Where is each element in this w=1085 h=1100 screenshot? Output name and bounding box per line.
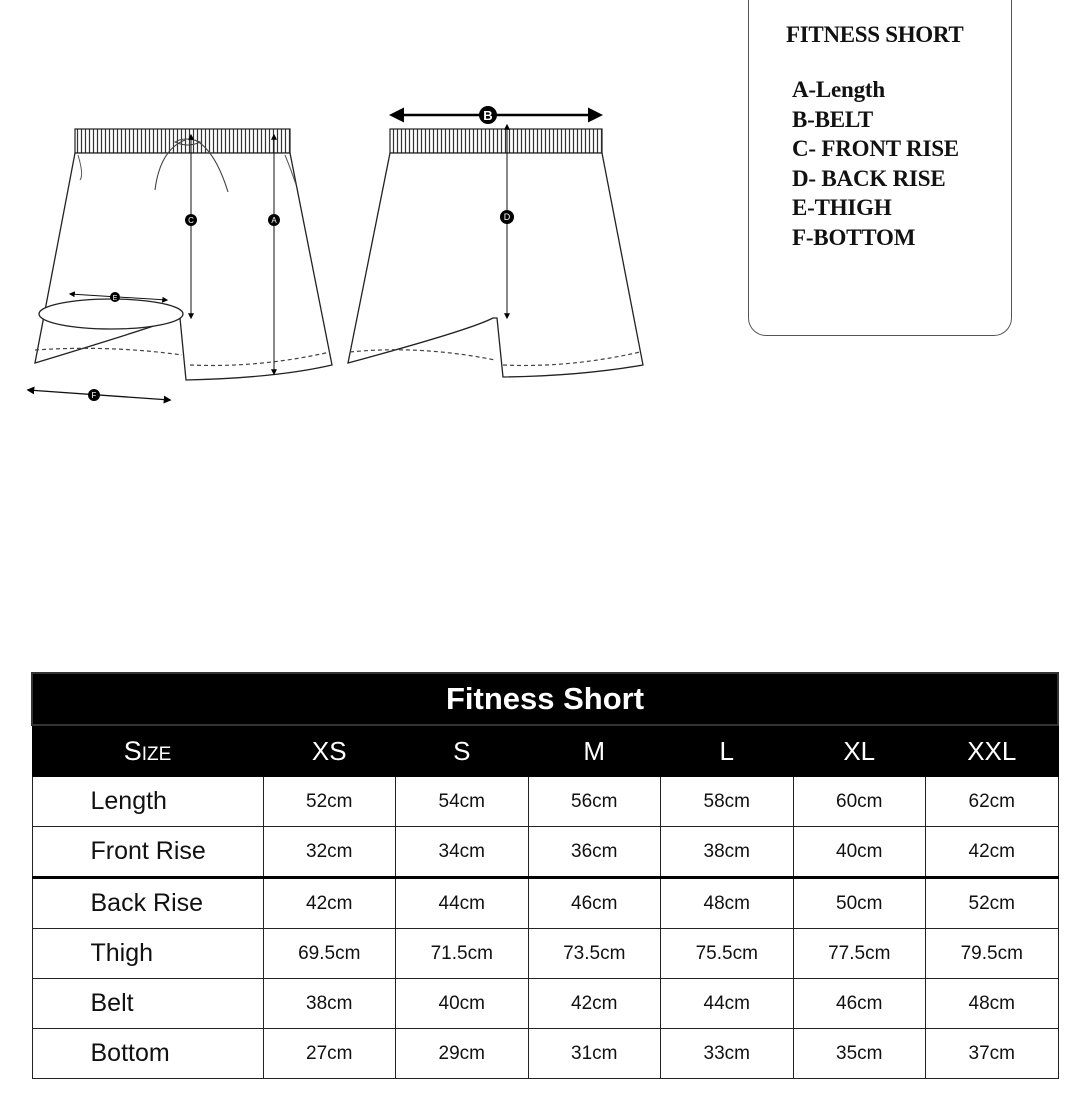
- table-cell: 69.5cm: [263, 929, 396, 979]
- table-cell: 44cm: [661, 979, 794, 1029]
- legend-item: D- BACK RISE: [792, 165, 946, 191]
- marker-b: [479, 106, 497, 124]
- table-row: [32, 1029, 1058, 1079]
- row-label: Bottom: [32, 1029, 263, 1079]
- table-cell: 36cm: [528, 827, 661, 878]
- table-cell: 31cm: [528, 1029, 661, 1079]
- table-cell: 35cm: [793, 1029, 926, 1079]
- table-cell: 40cm: [396, 979, 529, 1029]
- table-cell: 34cm: [396, 827, 529, 878]
- legend-title: FITNESS SHORT: [786, 22, 964, 47]
- table-cell: 77.5cm: [793, 929, 926, 979]
- table-row: [32, 878, 1058, 929]
- row-label: Thigh: [32, 929, 263, 979]
- legend-item: F-BOTTOM: [792, 224, 916, 250]
- shorts-front-view: [28, 129, 332, 400]
- marker-c: [185, 214, 197, 226]
- table-row: [32, 979, 1058, 1029]
- table-cell: 62cm: [926, 777, 1059, 827]
- table-cell: 27cm: [263, 1029, 396, 1079]
- table-cell: 32cm: [263, 827, 396, 878]
- table-cell: 33cm: [661, 1029, 794, 1079]
- table-row: [32, 827, 1058, 878]
- table-cell: 38cm: [263, 979, 396, 1029]
- svg-text:B: B: [483, 108, 493, 123]
- size-chart: [31, 672, 1057, 1080]
- table-cell: 48cm: [661, 878, 794, 929]
- svg-text:E: E: [112, 295, 118, 302]
- table-cell: 56cm: [528, 777, 661, 827]
- table-cell: 42cm: [528, 979, 661, 1029]
- table-cell: 50cm: [793, 878, 926, 929]
- table-cell: 42cm: [926, 827, 1059, 878]
- table-cell: 60cm: [793, 777, 926, 827]
- table-cell: 75.5cm: [661, 929, 794, 979]
- legend-item: A-Length: [792, 77, 885, 102]
- row-label: Front Rise: [32, 827, 263, 878]
- table-cell: 37cm: [926, 1029, 1059, 1079]
- table-cell: 29cm: [396, 1029, 529, 1079]
- legend-item: E-THIGH: [792, 195, 892, 220]
- table-cell: 73.5cm: [528, 929, 661, 979]
- marker-a: [268, 214, 280, 226]
- marker-d: [500, 210, 514, 224]
- table-title: Fitness Short: [32, 673, 1058, 725]
- marker-e: [110, 292, 120, 302]
- table-row: [32, 929, 1058, 979]
- table-cell: 46cm: [528, 878, 661, 929]
- shorts-back-view: [348, 115, 643, 377]
- table-cell: 58cm: [661, 777, 794, 827]
- size-header-s: S: [396, 725, 529, 777]
- size-header-xs: XS: [263, 725, 396, 777]
- table-cell: 54cm: [396, 777, 529, 827]
- size-header-l: L: [661, 725, 794, 777]
- measurement-legend: [748, 0, 1012, 336]
- size-header-xl: XL: [793, 725, 926, 777]
- size-table: [31, 672, 1059, 1079]
- size-header-row: [32, 725, 1058, 777]
- table-cell: 79.5cm: [926, 929, 1059, 979]
- table-cell: 71.5cm: [396, 929, 529, 979]
- table-cell: 52cm: [263, 777, 396, 827]
- row-label: Belt: [32, 979, 263, 1029]
- svg-text:A: A: [271, 216, 277, 225]
- size-header-xxl: XXL: [926, 725, 1059, 777]
- table-cell: 48cm: [926, 979, 1059, 1029]
- table-cell: 38cm: [661, 827, 794, 878]
- table-cell: 46cm: [793, 979, 926, 1029]
- row-label: Length: [32, 777, 263, 827]
- legend-list: [792, 75, 959, 252]
- size-header-label: Size: [32, 725, 263, 777]
- marker-f: [88, 389, 100, 401]
- row-label: Back Rise: [32, 878, 263, 929]
- legend-item: B-BELT: [792, 106, 874, 132]
- table-cell: 52cm: [926, 878, 1059, 929]
- svg-text:F: F: [91, 391, 97, 400]
- shorts-technical-diagram: [0, 0, 740, 420]
- table-cell: 42cm: [263, 878, 396, 929]
- legend-item: C- FRONT RISE: [792, 136, 959, 161]
- svg-text:D: D: [503, 212, 511, 222]
- table-cell: 40cm: [793, 827, 926, 878]
- svg-text:C: C: [188, 216, 194, 225]
- table-row: [32, 777, 1058, 827]
- table-cell: 44cm: [396, 878, 529, 929]
- size-header-m: M: [528, 725, 661, 777]
